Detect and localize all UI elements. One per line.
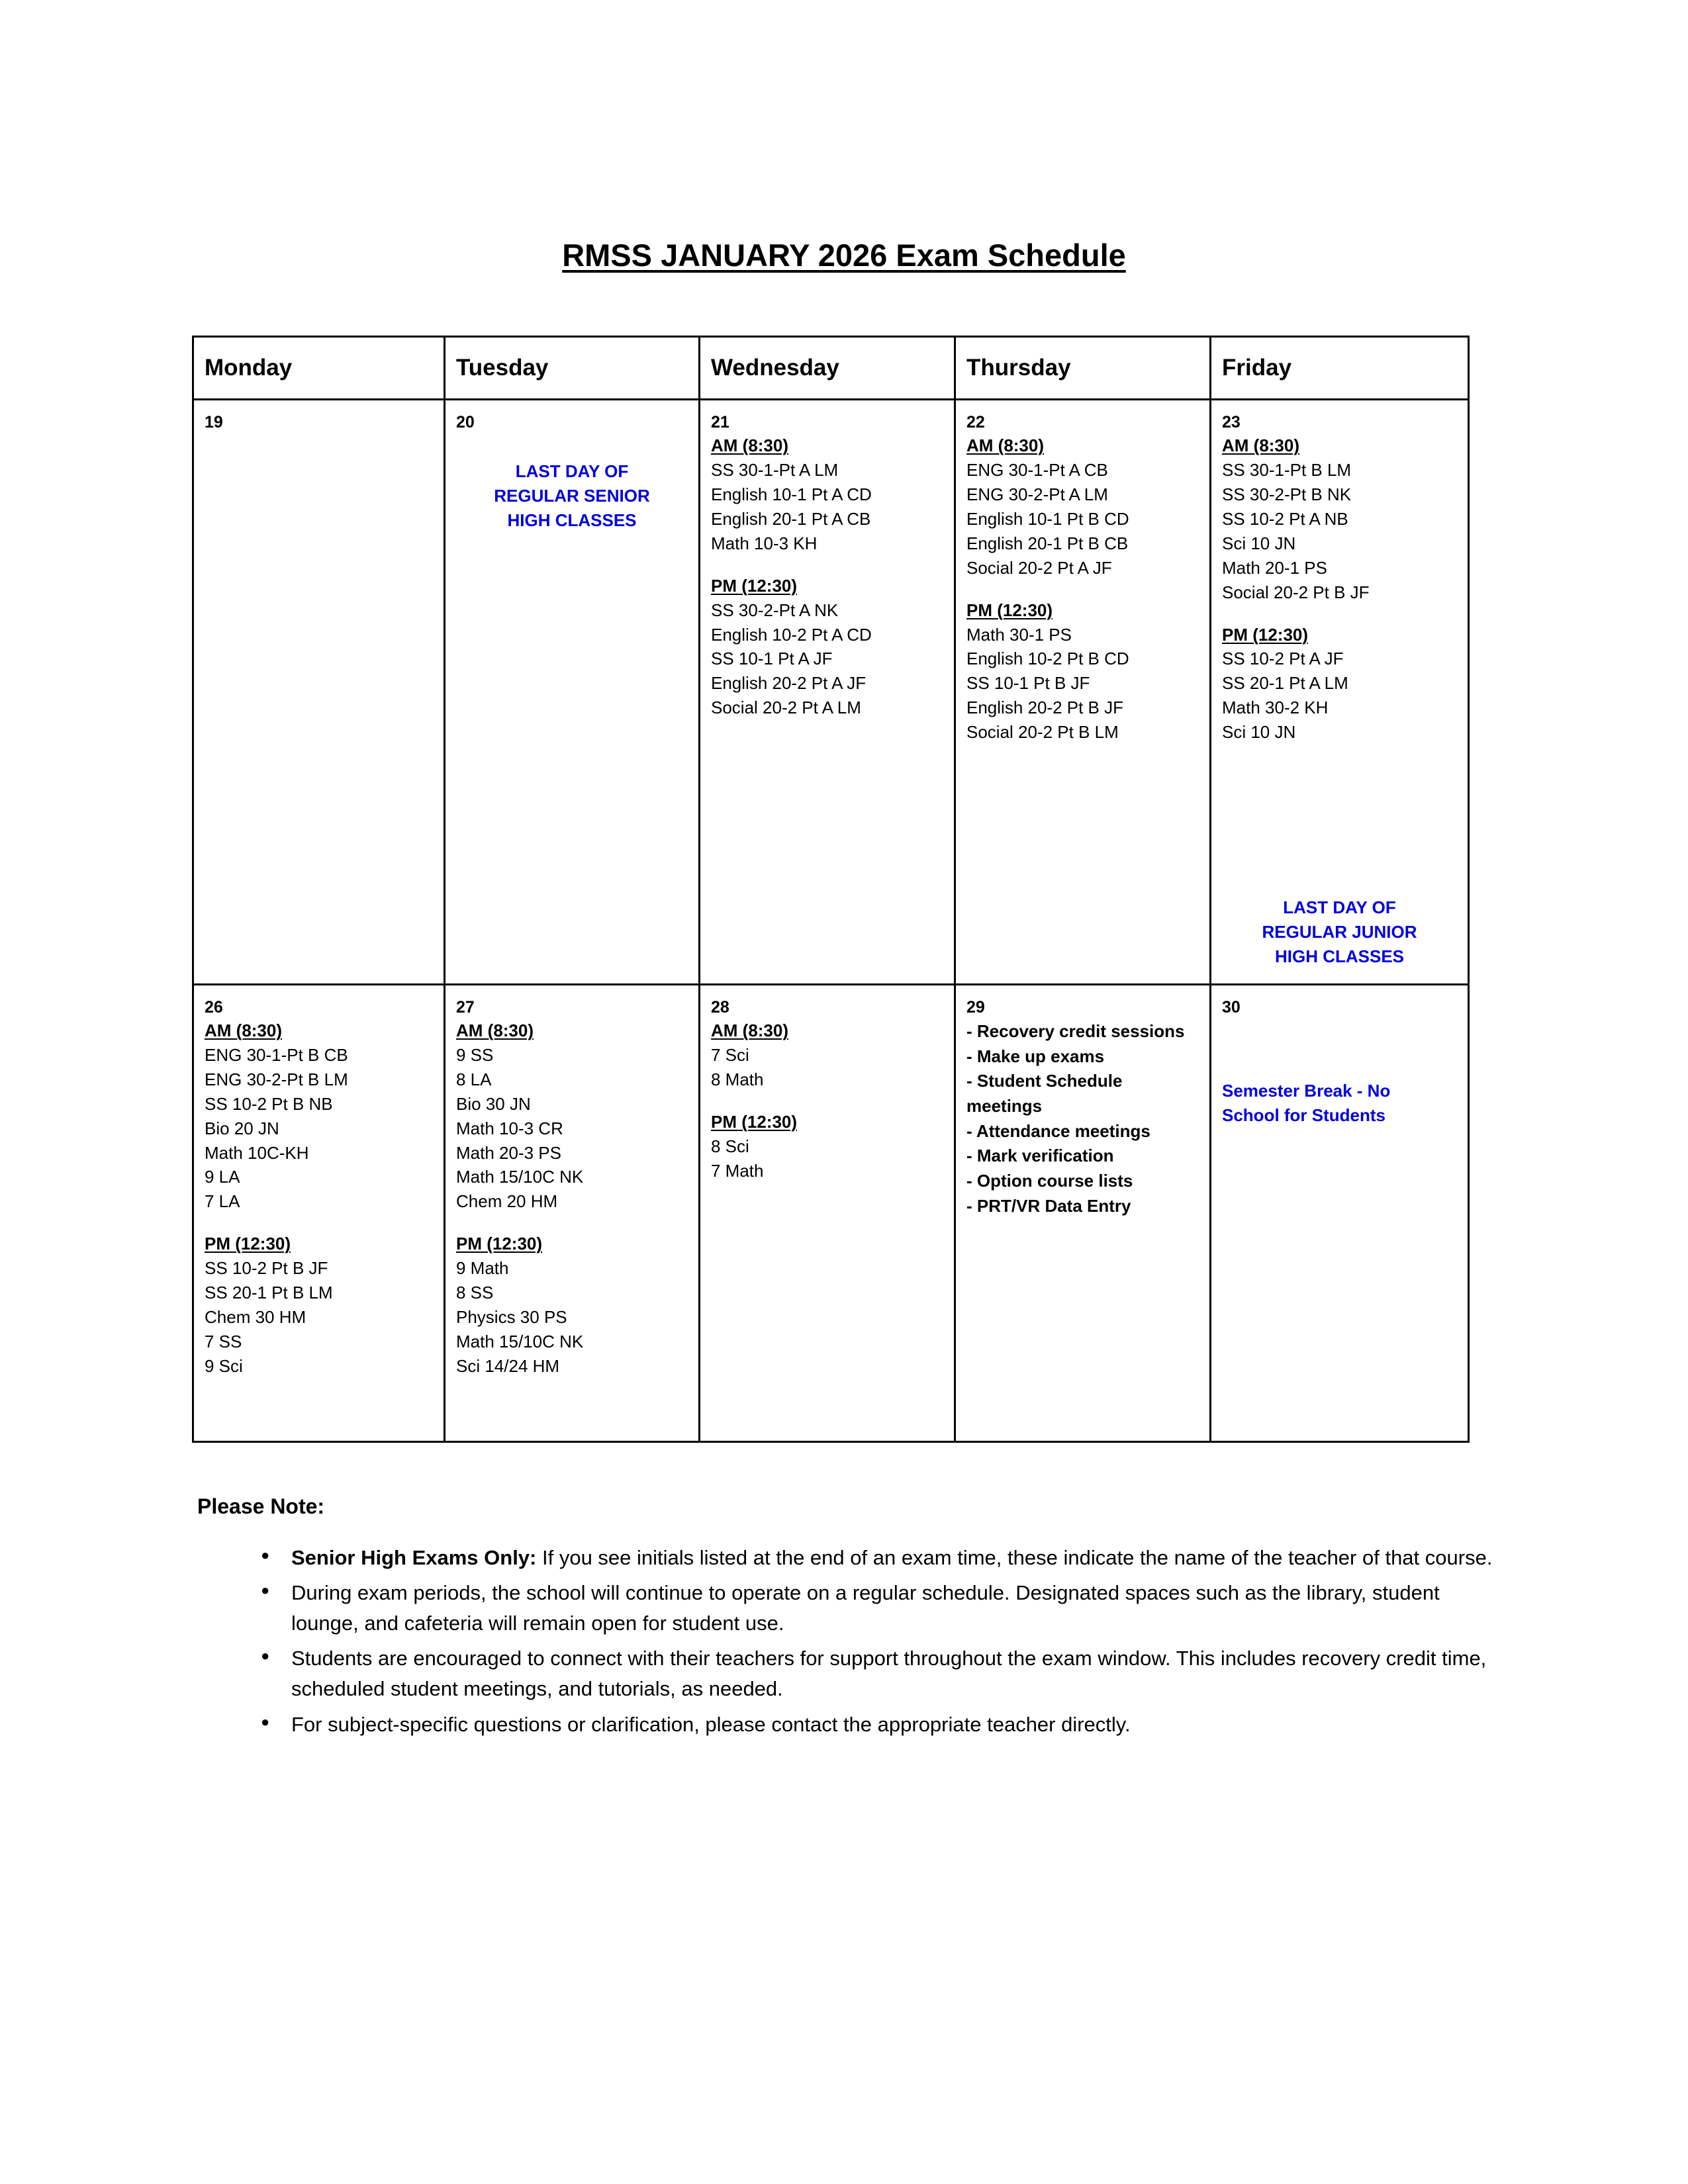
day-number-30: 30 [1222,997,1241,1017]
exam-item: 8 SS [456,1283,494,1303]
calendar-week-row-1 [193,400,1469,985]
exam-item: English 20-2 Pt A JF [711,673,867,694]
note-last-day-junior-high [1222,895,1457,969]
exam-item: 8 LA [456,1069,492,1089]
exam-item: English 10-1 Pt B CD [966,508,1129,529]
exam-item: ENG 30-1-Pt B CB [205,1044,348,1065]
note-line: Semester Break - No [1222,1081,1391,1101]
session-label-am: AM (8:30) [1222,435,1300,456]
column-header-friday: Friday [1211,337,1469,400]
exam-list-am [456,1043,688,1214]
day-number-28: 28 [711,997,729,1017]
session-label-am: AM (8:30) [711,1021,789,1041]
exam-item: 8 Math [711,1069,764,1089]
column-header-thursday: Thursday [955,337,1211,400]
activity-item: - Recovery credit sessions [966,1021,1185,1042]
activity-item: - Make up exams [966,1046,1105,1066]
note-semester-break [1222,1079,1457,1128]
exam-item: English 10-2 Pt A CD [711,624,872,645]
activity-item: - Attendance meetings [966,1120,1150,1141]
exam-item: ENG 30-2-Pt B LM [205,1069,348,1089]
exam-item: Bio 30 JN [456,1093,531,1114]
note-line: LAST DAY OF [515,461,629,482]
exam-item: Math 10-3 KH [711,533,818,553]
exam-item: SS 20-1 Pt B LM [205,1283,333,1303]
exam-item: 7 SS [205,1331,242,1351]
exam-item: Sci 10 JN [1222,722,1296,743]
day-number-20: 20 [456,413,475,432]
exam-item: SS 20-1 Pt A LM [1222,673,1348,694]
exam-item: ENG 30-1-Pt A CB [966,460,1108,480]
exam-item: English 10-2 Pt B CD [966,649,1129,669]
exam-item: SS 30-2-Pt A NK [711,600,839,620]
day-cell-20 [445,400,700,985]
exam-item: 9 SS [456,1044,494,1065]
exam-schedule-table [192,336,1470,1443]
please-note-heading: Please Note: [197,1494,325,1518]
note-line: HIGH CLASSES [1274,946,1405,966]
exam-item: 9 Sci [205,1355,243,1376]
exam-list-am [966,458,1199,580]
day-cell-28 [700,984,955,1441]
spacer [205,1214,433,1232]
calendar-header-row [193,337,1469,400]
exam-item: 9 LA [205,1167,240,1187]
day-cell-30 [1211,984,1469,1441]
spacer [711,1092,943,1111]
page-title [192,0,1496,273]
note-bullet-text: For subject-specific questions or clarification, please contact the appropriate teacher directly. [291,1712,1131,1736]
exam-list-pm [711,1134,943,1183]
note-line: REGULAR JUNIOR [1262,921,1417,942]
exam-item: 7 Sci [711,1044,749,1065]
note-bullet-item [261,1578,1496,1638]
exam-item: Social 20-2 Pt A LM [711,698,861,718]
exam-item: Physics 30 PS [456,1306,567,1327]
exam-item: Chem 20 HM [456,1191,558,1212]
session-label-pm: PM (12:30) [205,1234,291,1254]
exam-item: 9 Math [456,1258,509,1279]
exam-list-pm [966,623,1199,745]
exam-item: English 20-1 Pt A CB [711,508,871,529]
day-cell-27 [445,984,700,1441]
exam-item: Math 15/10C NK [456,1167,584,1187]
note-bullet-item [261,1709,1496,1740]
day-number-29: 29 [966,997,985,1017]
activity-item: - PRT/VR Data Entry [966,1195,1131,1216]
exam-item: Math 20-3 PS [456,1142,561,1163]
exam-list-pm [1222,647,1457,745]
calendar-container [192,336,1496,1443]
note-bullet-bold: Senior High Exams Only: [291,1545,537,1569]
session-label-am: AM (8:30) [711,435,789,456]
day-cell-19 [193,400,445,985]
day-number-19: 19 [205,413,223,432]
exam-item: 8 Sci [711,1136,749,1156]
note-line: LAST DAY OF [1283,897,1396,918]
exam-item: English 10-1 Pt A CD [711,484,872,505]
exam-item: SS 10-1 Pt A JF [711,649,833,669]
column-header-monday: Monday [193,337,445,400]
note-bullet-text: If you see initials listed at the end of an exam time, these indicate the name of the teacher of that course. [536,1545,1493,1569]
note-bullet-text: Students are encouraged to connect with their teachers for support throughout the exam window. This includes recovery credit time, scheduled student meetings, and tutorials, as needed. [291,1647,1487,1701]
session-label-pm: PM (12:30) [711,1111,798,1132]
session-label-pm: PM (12:30) [711,575,798,596]
exam-item: Bio 20 JN [205,1118,279,1138]
session-label-am: AM (8:30) [966,435,1045,456]
day-number-27: 27 [456,997,475,1017]
day-cell-26 [193,984,445,1441]
exam-item: Social 20-2 Pt B LM [966,722,1119,743]
exam-item: ENG 30-2-Pt A LM [966,484,1108,505]
day-number-21: 21 [711,413,729,432]
exam-item: 7 Math [711,1160,764,1181]
exam-item: SS 10-1 Pt B JF [966,673,1090,694]
spacer [456,1214,688,1232]
exam-item: Sci 14/24 HM [456,1355,560,1376]
exam-item: Math 10C-KH [205,1142,309,1163]
exam-item: Math 30-1 PS [966,624,1072,645]
day-cell-23 [1211,400,1469,985]
exam-item: Social 20-2 Pt A JF [966,557,1112,578]
page-title-text: RMSS JANUARY 2026 Exam Schedule [562,238,1126,273]
exam-item: English 20-1 Pt B CB [966,533,1129,553]
note-bullet-item [261,1643,1496,1704]
spacer [711,556,943,574]
exam-item: Math 20-1 PS [1222,557,1327,578]
column-header-tuesday: Tuesday [445,337,700,400]
exam-list-am [1222,458,1457,604]
exam-list-am [711,1043,943,1092]
exam-item: SS 10-2 Pt A JF [1222,649,1344,669]
exam-item: Math 30-2 KH [1222,698,1329,718]
day-cell-22 [955,400,1211,985]
exam-item: 7 LA [205,1191,240,1212]
activity-list [966,1019,1199,1219]
activity-item: - Option course lists [966,1171,1133,1191]
exam-item: Social 20-2 Pt B JF [1222,582,1370,602]
exam-list-am [711,458,943,556]
session-label-pm: PM (12:30) [456,1234,543,1254]
exam-item: English 20-2 Pt B JF [966,698,1123,718]
day-number-26: 26 [205,997,223,1017]
note-bullet-text: During exam periods, the school will continue to operate on a regular schedule. Designated spaces such as the library, student lounge, and cafeteria will remain open for student use. [291,1581,1440,1635]
day-number-23: 23 [1222,413,1241,432]
day-number-22: 22 [966,413,985,432]
day-cell-29 [955,984,1211,1441]
note-last-day-senior-high [456,459,688,533]
calendar-week-row-2 [193,984,1469,1441]
exam-item: Math 10-3 CR [456,1118,563,1138]
exam-item: SS 30-2-Pt B NK [1222,484,1352,505]
exam-item: Chem 30 HM [205,1306,306,1327]
exam-list-pm [711,598,943,721]
note-line: HIGH CLASSES [507,510,637,531]
note-line: School for Students [1222,1105,1385,1125]
exam-item: Sci 10 JN [1222,533,1296,553]
exam-item: Math 15/10C NK [456,1331,584,1351]
exam-list-pm [456,1256,688,1379]
exam-item: SS 10-2 Pt B JF [205,1258,328,1279]
exam-item: SS 10-2 Pt A NB [1222,508,1348,529]
activity-item: - Student Schedule meetings [966,1071,1123,1116]
exam-list-pm [205,1256,433,1379]
note-line: REGULAR SENIOR [494,486,650,506]
spacer [1222,605,1457,623]
day-cell-21 [700,400,955,985]
session-label-am: AM (8:30) [456,1021,534,1041]
session-label-am: AM (8:30) [205,1021,283,1041]
session-label-pm: PM (12:30) [966,600,1053,620]
please-note-list [192,1543,1496,1739]
session-label-pm: PM (12:30) [1222,624,1309,645]
exam-item: SS 30-1-Pt A LM [711,460,839,480]
exam-item: SS 10-2 Pt B NB [205,1093,333,1114]
activity-item: - Mark verification [966,1146,1114,1166]
exam-item: SS 30-1-Pt B LM [1222,460,1352,480]
column-header-wednesday: Wednesday [700,337,955,400]
spacer [966,580,1199,599]
exam-list-am [205,1043,433,1214]
note-bullet-item [261,1543,1496,1573]
